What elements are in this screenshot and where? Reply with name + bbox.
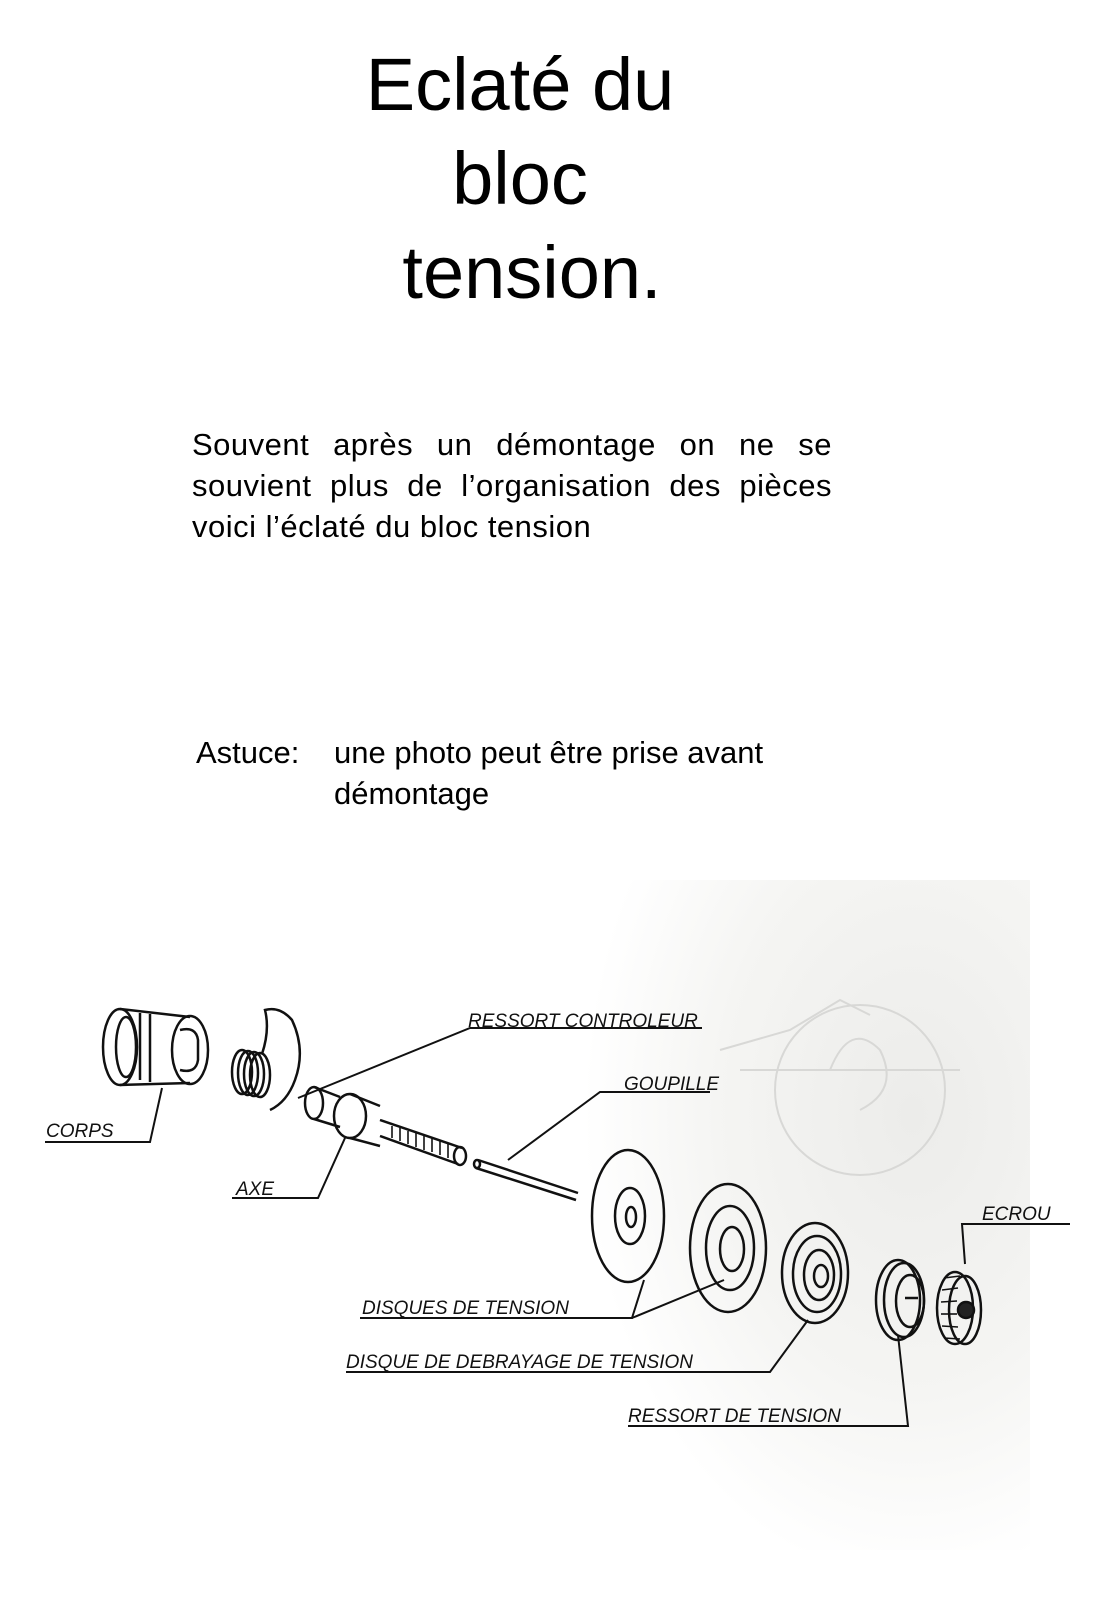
label-ecrou: ECROU	[982, 1204, 1051, 1225]
label-axe: AXE	[236, 1179, 275, 1200]
scan-shadow	[560, 880, 1030, 1550]
label-disques-de-tension: DISQUES DE TENSION	[362, 1298, 569, 1319]
tip-block	[196, 732, 876, 814]
ressort-controleur-part	[232, 1009, 300, 1110]
tip-label: Astuce:	[196, 735, 300, 770]
title-line-2: bloc	[452, 137, 588, 220]
page-title	[330, 38, 710, 320]
axe-part	[305, 1087, 466, 1165]
exploded-diagram	[0, 880, 1098, 1560]
label-disque-de-debrayage: DISQUE DE DEBRAYAGE DE TENSION	[346, 1352, 694, 1373]
label-ressort-de-tension: RESSORT DE TENSION	[628, 1406, 841, 1427]
title-line-1: Eclaté du	[365, 43, 675, 126]
label-ressort-controleur: RESSORT CONTROLEUR	[468, 1011, 698, 1032]
label-corps: CORPS	[46, 1121, 114, 1142]
title-line-3: tension.	[402, 231, 662, 314]
intro-paragraph: Souvent après un démontage on ne se souvient plus de l’organisation des pièces voici l’éclaté du bloc tension	[192, 427, 832, 544]
corps-part	[103, 1009, 208, 1085]
label-goupille: GOUPILLE	[624, 1074, 720, 1095]
exploded-diagram-drawing	[0, 880, 1098, 1560]
tip-line-1: une photo peut être prise avant	[334, 735, 764, 770]
tip-line-2: démontage	[334, 776, 490, 811]
